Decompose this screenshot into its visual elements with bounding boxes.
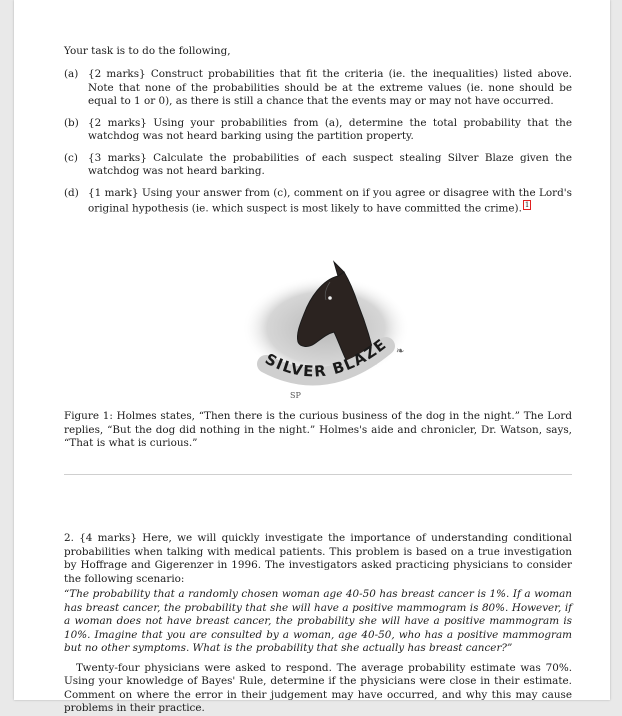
question-text: {2 marks} Construct probabilities that fit the criteria (ie. the inequalities) listed above. Note that none of the probabilities should be at the extreme values (ie. none should be equal to 1 or 0), as there is still a chance that the events may or may not have occurred. bbox=[88, 68, 572, 107]
silver-blaze-figure bbox=[226, 246, 426, 436]
flourish-glyph: ❧ bbox=[396, 346, 405, 357]
question-text: {2 marks} Using your probabilities from (a), determine the total probability that the watchdog was not heard barking using the partition property. bbox=[88, 116, 572, 142]
question-text: {3 marks} Calculate the probabilities of each suspect stealing Silver Blaze given the watchdog was not heard barking. bbox=[88, 151, 572, 177]
question-label: (a) bbox=[64, 68, 79, 80]
section-divider bbox=[64, 474, 572, 475]
document-page bbox=[14, 0, 610, 714]
question-label: (c) bbox=[64, 151, 78, 164]
question-b bbox=[64, 117, 572, 144]
problem-lead: 2. {4 marks} Here, we will quickly investigate the importance of understanding conditional probabilities when talking with medical patients. This problem is based on a true investigation by Hoffrage and Gigerenzer in 1996. The investigators asked practicing physicians to consider the following scenario: bbox=[64, 532, 572, 585]
horse-eye bbox=[328, 296, 332, 300]
question-d bbox=[64, 187, 572, 216]
banner-title: SILVER BLAZE bbox=[262, 334, 391, 381]
figure-caption: Figure 1: Holmes states, “Then there is the curious business of the dog in the night.” The Lord replies, “But the dog did nothing in the night.” Holmes's aide and chronicler, Dr. Watson, says, “That is what is curious.” bbox=[64, 410, 572, 449]
small-mark: SP bbox=[290, 391, 301, 400]
question-text: {1 mark} Using your answer from (c), comment on if you agree or disagree with the Lord's original hypothesis (ie. which suspect is most likely to have committed the crime). bbox=[88, 186, 572, 215]
task-intro: Your task is to do the following, bbox=[64, 45, 231, 57]
page-content bbox=[64, 44, 572, 714]
question-label: (d) bbox=[64, 186, 79, 199]
question-label: (b) bbox=[64, 116, 79, 129]
problem-followup: Twenty-four physicians were asked to respond. The average probability estimate was 70%. Using your knowledge of Bayes' Rule, determine if the physicians were close in their estimate. Comment on where the error in their judgement may have occurred, and why this may cause problems in their practice. bbox=[64, 661, 572, 714]
problem-2 bbox=[64, 532, 572, 716]
question-c bbox=[64, 152, 572, 179]
footnote-link[interactable]: 1 bbox=[524, 201, 530, 209]
horse-illustration bbox=[226, 246, 426, 436]
problem-quote: “The probability that a randomly chosen woman age 40-50 has breast cancer is 1%. If a woman has breast cancer, the probability that she will have a positive mammogram is 80%. However, if a woman does not have breast cancer, the probability she will have a positive mammogram is 10%. Imagine that you are consulted by a woman, age 40-50, who has a positive mammogram but no other symptoms. What is the probability that she actually has breast cancer?” bbox=[64, 588, 572, 654]
question-a bbox=[64, 68, 572, 109]
question-list bbox=[64, 68, 572, 216]
